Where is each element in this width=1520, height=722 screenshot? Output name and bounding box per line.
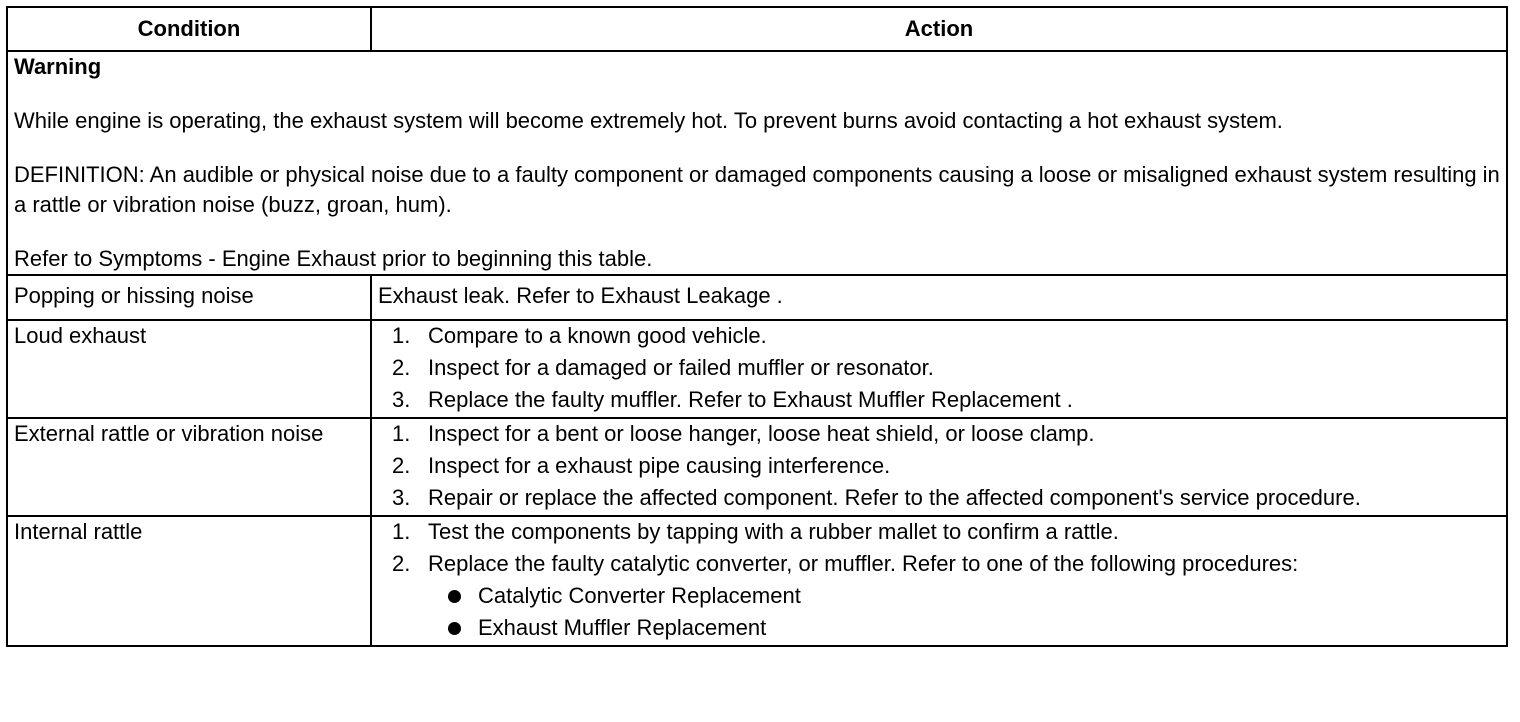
action-step xyxy=(378,517,1500,547)
action-steps-list xyxy=(378,419,1500,513)
step-number: 2. xyxy=(392,453,411,478)
action-step xyxy=(378,419,1500,449)
action-step xyxy=(378,353,1500,383)
step-text: Inspect for a damaged or failed muffler or resonator. xyxy=(428,355,934,380)
step-number: 3. xyxy=(392,387,411,412)
step-text: Repair or replace the affected component. Refer to the affected component's service procedure. xyxy=(428,485,1361,510)
table-row xyxy=(7,275,1507,320)
step-number: 1. xyxy=(392,421,411,446)
step-text: Replace the faulty muffler. Refer to Exhaust Muffler Replacement . xyxy=(428,387,1073,412)
procedure-text: Catalytic Converter Replacement xyxy=(478,583,801,608)
action-steps-list xyxy=(378,517,1500,643)
action-cell xyxy=(371,418,1507,516)
table-row xyxy=(7,320,1507,418)
procedure-list xyxy=(428,581,1500,643)
bullet-icon xyxy=(448,622,461,635)
step-number: 1. xyxy=(392,519,411,544)
refer-text: Refer to Symptoms - Engine Exhaust prior to beginning this table. xyxy=(14,246,653,271)
table-row xyxy=(7,418,1507,516)
condition-cell: Loud exhaust xyxy=(7,320,371,418)
step-text: Replace the faulty catalytic converter, or muffler. Refer to one of the following procedures: xyxy=(428,551,1299,576)
step-number: 2. xyxy=(392,551,411,576)
procedure-item xyxy=(428,613,1500,643)
condition-cell: Internal rattle xyxy=(7,516,371,646)
action-cell xyxy=(371,516,1507,646)
exhaust-noise-diagnostic-table xyxy=(6,6,1508,647)
action-cell xyxy=(371,320,1507,418)
step-text: Test the components by tapping with a rubber mallet to confirm a rattle. xyxy=(428,519,1119,544)
action-column-header: Action xyxy=(371,7,1507,51)
condition-cell: External rattle or vibration noise xyxy=(7,418,371,516)
warning-row xyxy=(7,51,1507,275)
condition-column-header: Condition xyxy=(7,7,371,51)
step-number: 1. xyxy=(392,323,411,348)
bullet-icon xyxy=(448,590,461,603)
procedure-text: Exhaust Muffler Replacement xyxy=(478,615,767,640)
action-cell: Exhaust leak. Refer to Exhaust Leakage . xyxy=(371,275,1507,320)
table-row xyxy=(7,516,1507,646)
procedure-item xyxy=(428,581,1500,611)
step-number: 3. xyxy=(392,485,411,510)
action-step xyxy=(378,451,1500,481)
warning-cell xyxy=(7,51,1507,275)
action-step xyxy=(378,483,1500,513)
warning-text: While engine is operating, the exhaust system will become extremely hot. To prevent burns avoid contacting a hot exhaust system. xyxy=(14,108,1283,133)
table-header-row xyxy=(7,7,1507,51)
action-step xyxy=(378,549,1500,643)
action-step xyxy=(378,321,1500,351)
definition-text: DEFINITION: An audible or physical noise due to a faulty component or damaged components causing a loose or misaligned exhaust system resulting in a rattle or vibration noise (buzz, groan, hum). xyxy=(14,162,1500,217)
condition-cell: Popping or hissing noise xyxy=(7,275,371,320)
step-text: Inspect for a exhaust pipe causing interference. xyxy=(428,453,891,478)
step-text: Compare to a known good vehicle. xyxy=(428,323,767,348)
step-number: 2. xyxy=(392,355,411,380)
action-steps-list xyxy=(378,321,1500,415)
warning-title: Warning xyxy=(14,54,102,79)
step-text: Inspect for a bent or loose hanger, loose heat shield, or loose clamp. xyxy=(428,421,1095,446)
action-step xyxy=(378,385,1500,415)
